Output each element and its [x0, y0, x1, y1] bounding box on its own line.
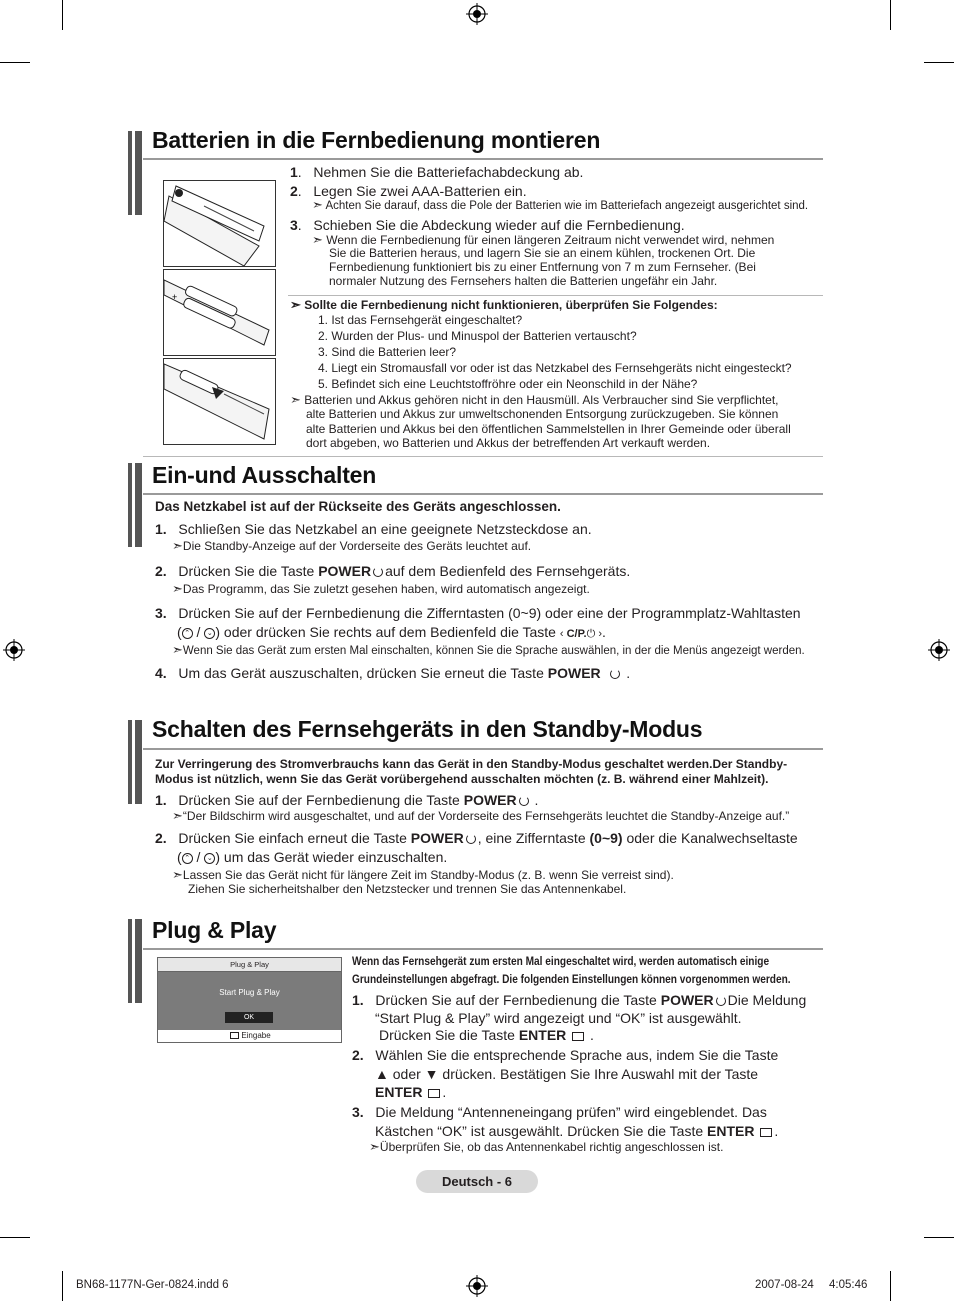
plug-step-2-line3: ENTER . — [375, 1084, 447, 1100]
battery-step-3: 3. Schieben Sie die Abdeckung wieder auf die Fernbedienung. — [290, 217, 685, 233]
remote-open-cover-image — [163, 180, 276, 267]
standby-intro: Zur Verringerung des Stromverbrauchs kann das Gerät in den Standby-Modus geschaltet werden.Der Standby- — [155, 757, 788, 771]
disposal-note: alte Batterien und Akkus bei den öffentlichen Sammelstellen in Ihrer Gemeinde oder überall — [306, 422, 791, 436]
registration-mark-icon — [928, 639, 950, 661]
section-marker — [135, 131, 142, 215]
plug-step-2: 2. Wählen Sie die entsprechende Sprache aus, indem Sie die Taste — [352, 1047, 779, 1063]
power-icon — [716, 996, 726, 1006]
enter-icon — [230, 1032, 239, 1039]
enter-icon — [760, 1128, 772, 1137]
footer-filename: BN68-1177N-Ger-0824.indd 6 — [76, 1279, 229, 1291]
standby-step-2-note: ➣Lassen Sie das Gerät nicht für längere Zeit im Standby-Modus (z. B. wenn Sie verreist sind). — [172, 867, 674, 882]
channel-up-icon: ⌃ — [182, 628, 193, 639]
remote-close-cover-image — [163, 358, 276, 445]
power-icon — [610, 669, 620, 679]
section-marker — [135, 463, 142, 547]
power-step-2: 2. Drücken Sie die Taste POWER auf dem Bedienfeld des Fernsehgeräts. — [155, 563, 631, 579]
plug-intro: Wenn das Fernsehgerät zum ersten Mal eingeschaltet wird, werden automatisch einige — [352, 956, 770, 968]
troubleshoot-item: 5. Befindet sich eine Leuchtstoffröhre oder ein Neonschild in der Nähe? — [318, 377, 698, 391]
section-title-plug-play: Plug & Play — [152, 917, 277, 943]
power-step-1: 1. Schließen Sie das Netzkabel an eine geeignete Netzsteckdose an. — [155, 521, 592, 537]
battery-step-2-note: ➣ Achten Sie darauf, dass die Pole der Batterien wie im Batteriefach angezeigt ausgerichtet sind. — [312, 197, 809, 212]
power-step-4: 4. Um das Gerät auszuschalten, drücken Sie erneut die Taste POWER . — [155, 665, 631, 681]
plug-step-1-line3: Drücken Sie die Taste ENTER . — [379, 1027, 594, 1043]
section-marker — [135, 720, 142, 804]
troubleshoot-item: 3. Sind die Batterien leer? — [318, 345, 457, 359]
crop-mark — [0, 1237, 30, 1238]
enter-icon — [572, 1032, 584, 1041]
crop-mark — [890, 1271, 891, 1301]
plug-intro: Grundeinstellungen abgefragt. Die folgenden Einstellungen können vorgenommen werden. — [352, 974, 791, 986]
osd-body — [158, 972, 341, 1030]
battery-step-2: 2. Legen Sie zwei AAA-Batterien ein. — [290, 183, 527, 199]
battery-step-1: 1. Nehmen Sie die Batteriefachabdeckung ab. — [290, 164, 584, 180]
section-rule — [143, 948, 823, 950]
plug-step-3-line2: Kästchen “OK” ist ausgewählt. Drücken Sie die Taste ENTER . — [375, 1123, 779, 1139]
section-title-power: Ein-und Ausschalten — [152, 462, 377, 488]
registration-mark-icon — [466, 1275, 488, 1297]
plug-step-1-line2: “Start Plug & Play” wird angezeigt und “OK” ist ausgewählt. — [375, 1010, 742, 1026]
power-step-2-note: ➣Das Programm, das Sie zuletzt gesehen haben, wird automatisch angezeigt. — [172, 581, 590, 596]
divider — [288, 295, 823, 296]
standby-step-1: 1. Drücken Sie auf der Fernbedienung die Taste POWER . — [155, 792, 539, 808]
osd-title: Plug & Play — [158, 958, 341, 972]
page-number-badge: Deutsch - 6 — [416, 1170, 538, 1193]
power-icon — [519, 796, 529, 806]
channel-down-icon: ⌄ — [204, 628, 215, 639]
power-icon — [466, 834, 476, 844]
power-step-3-line2: ( ⌃ / ⌄ ) oder drücken Sie rechts auf dem Bedienfeld die Taste ‹ C/P.⏻ ›. — [177, 624, 606, 640]
osd-footer: Eingabe — [158, 1030, 341, 1042]
plug-step-1: 1. Drücken Sie auf der Fernbedienung die Taste POWER Die Meldung — [352, 992, 807, 1008]
osd-ok-button: OK — [225, 1012, 273, 1023]
section-title-standby: Schalten des Fernsehgeräts in den Standby-Modus — [152, 716, 703, 742]
channel-up-icon: ⌃ — [182, 853, 193, 864]
crop-mark — [0, 62, 30, 63]
section-marker — [128, 720, 132, 804]
disposal-note: dort abgeben, wo Batterien und Akkus der betreffenden Art verkauft werden. — [306, 436, 711, 450]
standby-step-2-line2: ( ⌃ / ⌄ ) um das Gerät wieder einzuschalten. — [177, 849, 448, 865]
battery-step-3-note: Fernbedienung funktioniert bis zu einer Entfernung von 7 m zum Fernseher. (Bei — [329, 260, 756, 274]
troubleshoot-item: 1. Ist das Fernsehgerät eingeschaltet? — [318, 313, 523, 327]
remote-insert-batteries-image — [163, 269, 276, 356]
power-step-3: 3. Drücken Sie auf der Fernbedienung die Zifferntasten (0~9) oder eine der Programmplatz-Wahltasten — [155, 605, 801, 621]
footer-date: 2007-08-24 — [755, 1279, 814, 1291]
power-step-1-note: ➣Die Standby-Anzeige auf der Vorderseite des Geräts leuchtet auf. — [172, 538, 532, 553]
section-rule — [143, 493, 823, 495]
plug-step-3-note: ➣Überprüfen Sie, ob das Antennenkabel richtig angeschlossen ist. — [369, 1139, 724, 1154]
plug-step-3: 3. Die Meldung “Antenneneingang prüfen” wird eingeblendet. Das — [352, 1104, 767, 1120]
battery-step-3-note: ➣ Wenn die Fernbedienung für einen längeren Zeitraum nicht verwendet wird, nehmen — [312, 232, 775, 247]
standby-intro: Modus ist nützlich, wenn Sie das Gerät vorübergehend ausschalten möchten (z. B. während einer Mahlzeit). — [155, 772, 769, 786]
divider — [143, 456, 823, 457]
footer-time: 4:05:46 — [829, 1279, 868, 1291]
disposal-note: alte Batterien und Akkus zur umweltschonenden Entsorgung zurückzugeben. Sie können — [306, 407, 779, 421]
power-intro: Das Netzkabel ist auf der Rückseite des Geräts angeschlossen. — [155, 499, 561, 514]
crop-mark — [62, 0, 63, 30]
crop-mark — [62, 1271, 63, 1301]
section-marker — [128, 463, 132, 547]
standby-step-2: 2. Drücken Sie einfach erneut die Taste POWER , eine Zifferntaste (0~9) oder die Kanalwechseltaste — [155, 830, 798, 846]
section-marker — [128, 919, 132, 1003]
troubleshoot-item: 2. Wurden der Plus- und Minuspol der Batterien vertauscht? — [318, 329, 637, 343]
registration-mark-icon — [466, 3, 488, 25]
crop-mark — [924, 1237, 954, 1238]
section-marker — [128, 131, 132, 215]
power-step-3-note: ➣Wenn Sie das Gerät zum ersten Mal einschalten, können Sie die Sprache auswählen, in der die Menüs angezeigt werden. — [172, 642, 805, 657]
registration-mark-icon — [3, 639, 25, 661]
channel-down-icon: ⌄ — [204, 853, 215, 864]
section-rule — [143, 158, 823, 160]
enter-icon — [428, 1089, 440, 1098]
battery-step-3-note: Sie die Batterien heraus, und lagern Sie sie an einem kühlen, trockenen Ort. Die — [329, 246, 756, 260]
troubleshoot-item: 4. Liegt ein Stromausfall vor oder ist das Netzkabel des Fernsehgeräts nicht eingesteckt? — [318, 361, 792, 375]
plug-step-2-line2: ▲ oder ▼ drücken. Bestätigen Sie Ihre Auswahl mit der Taste — [375, 1066, 759, 1082]
section-marker — [135, 919, 142, 1003]
disposal-note: ➣ Batterien und Akkus gehören nicht in den Hausmüll. Als Verbraucher sind Sie verpflichtet, — [290, 392, 779, 407]
svg-text:+: + — [172, 292, 178, 302]
plug-play-osd-screen — [157, 957, 342, 1043]
standby-step-1-note: ➣“Der Bildschirm wird ausgeschaltet, und auf der Vorderseite des Fernsehgeräts leuchtet die Standby-Anzeige auf.” — [172, 808, 790, 823]
standby-step-2-note: Ziehen Sie sicherheitshalber den Netzstecker und trennen Sie das Antennenkabel. — [188, 882, 627, 896]
battery-step-3-note: normaler Nutzung des Fernsehers halten die Batterien ungefähr ein Jahr. — [329, 274, 718, 288]
section-title-batteries: Batterien in die Fernbedienung montieren — [152, 127, 601, 153]
troubleshoot-heading: ➣ Sollte die Fernbedienung nicht funktionieren, überprüfen Sie Folgendes: — [290, 297, 718, 312]
power-icon — [373, 567, 383, 577]
section-rule — [143, 748, 823, 750]
crop-mark — [890, 0, 891, 30]
crop-mark — [924, 62, 954, 63]
osd-message: Start Plug & Play — [219, 988, 280, 997]
